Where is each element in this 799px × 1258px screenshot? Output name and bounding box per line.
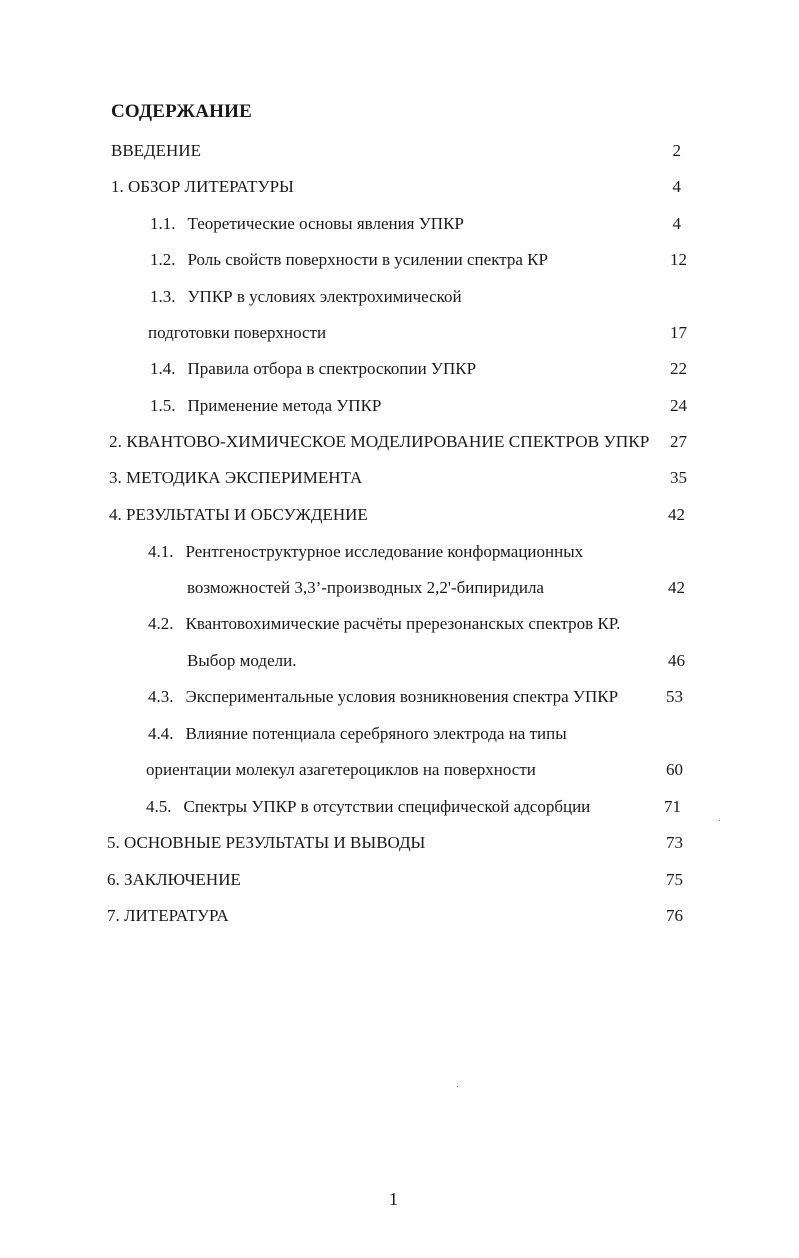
scan-speck (719, 820, 720, 821)
toc-entry-text: Применение метода УПКР (187, 396, 382, 415)
toc-entry-text: УПКР в условиях электрохимической (187, 287, 462, 306)
toc-entry-page: 42 (668, 505, 685, 524)
toc-entry-page: 76 (666, 906, 683, 925)
toc-entry-page: 71 (664, 797, 681, 816)
toc-entry-text: Правила отбора в спектроскопии УПКР (187, 359, 477, 378)
toc-entry-text: Рентгеноструктурное исследование конформационных (185, 542, 584, 561)
toc-entry-text: 5. ОСНОВНЫЕ РЕЗУЛЬТАТЫ И ВЫВОДЫ (107, 833, 426, 852)
toc-entry-page: 22 (670, 359, 687, 378)
toc-entry-number: 4.3. (148, 687, 174, 706)
toc-entry-number: 1.3. (150, 287, 176, 306)
toc-entry-text: 1. ОБЗОР ЛИТЕРАТУРЫ (111, 177, 294, 196)
toc-entry (150, 213, 464, 235)
toc-entry (150, 286, 462, 308)
toc-entry-text: 7. ЛИТЕРАТУРА (107, 906, 229, 925)
toc-entry (109, 504, 368, 526)
toc-entry-number: 1.5. (150, 396, 176, 415)
toc-entry (107, 869, 241, 891)
toc-entry (150, 395, 381, 417)
toc-entry-page: 75 (666, 870, 683, 889)
toc-entry-page: 12 (670, 250, 687, 269)
toc-entry-text: Квантовохимические расчёты пререзонанскых спектров КР. (185, 614, 621, 633)
toc-entry (107, 832, 425, 854)
toc-entry-text: Роль свойств поверхности в усилении спектра КР (187, 250, 548, 269)
toc-entry-number: 4.2. (148, 614, 174, 633)
toc-entry (148, 541, 583, 563)
toc-entry (187, 650, 296, 672)
toc-entry-page: 46 (668, 651, 685, 670)
page-number: 1 (389, 1189, 398, 1209)
toc-entry-number: 1.1. (150, 214, 176, 233)
toc-entry-number: 1.4. (150, 359, 176, 378)
toc-entry (111, 140, 201, 162)
toc-entry-page: 60 (666, 760, 683, 779)
toc-entry-text: ориентации молекул азагетероциклов на поверхности (146, 760, 536, 779)
toc-entry (187, 577, 544, 599)
toc-entry (148, 613, 620, 635)
toc-entry-page: 35 (670, 468, 687, 487)
scan-speck (457, 1086, 458, 1087)
toc-entry-text: 6. ЗАКЛЮЧЕНИЕ (107, 870, 241, 889)
toc-entry (148, 322, 326, 344)
toc-entry-page: 24 (670, 396, 687, 415)
toc-entry (148, 723, 567, 745)
toc-entry (150, 358, 476, 380)
toc-entry-text: подготовки поверхности (148, 323, 327, 342)
toc-entry (109, 467, 362, 489)
toc-entry (111, 176, 294, 198)
toc-heading: СОДЕРЖАНИЕ (111, 101, 252, 122)
toc-entry-text: 4. РЕЗУЛЬТАТЫ И ОБСУЖДЕНИЕ (109, 505, 368, 524)
toc-entry (107, 905, 229, 927)
toc-entry-text: Спектры УПКР в отсутствии специфической адсорбции (183, 797, 591, 816)
toc-entry-page: 27 (670, 432, 687, 451)
toc-entry-page: 4 (672, 177, 681, 196)
toc-entry-text: ВВЕДЕНИЕ (111, 141, 201, 160)
toc-entry-page: 17 (670, 323, 687, 342)
toc-entry-text: Влияние потенциала серебряного электрода на типы (185, 724, 567, 743)
toc-entry (146, 796, 590, 818)
toc-entry-page: 4 (672, 214, 681, 233)
toc-entry-number: 4.5. (146, 797, 172, 816)
toc-entry (148, 686, 618, 708)
toc-entry (150, 249, 548, 271)
toc-entry (146, 759, 536, 781)
toc-entry-text: возможностей 3,3’-производных 2,2'-бипиридила (187, 578, 544, 597)
toc-entry-text: Теоретические основы явления УПКР (187, 214, 464, 233)
toc-entry (109, 431, 649, 453)
toc-entry-text: 2. КВАНТОВО-ХИМИЧЕСКОЕ МОДЕЛИРОВАНИЕ СПЕКТРОВ УПКР (109, 432, 650, 451)
toc-entry-number: 1.2. (150, 250, 176, 269)
toc-entry-page: 53 (666, 687, 683, 706)
toc-entry-text: Экспериментальные условия возникновения спектра УПКР (185, 687, 619, 706)
toc-entry-text: 3. МЕТОДИКА ЭКСПЕРИМЕНТА (109, 468, 363, 487)
toc-entry-page: 73 (666, 833, 683, 852)
toc-entry-number: 4.4. (148, 724, 174, 743)
toc-entry-page: 42 (668, 578, 685, 597)
toc-entry-text: Выбор модели. (187, 651, 297, 670)
toc-entry-page: 2 (672, 141, 681, 160)
toc-entry-number: 4.1. (148, 542, 174, 561)
